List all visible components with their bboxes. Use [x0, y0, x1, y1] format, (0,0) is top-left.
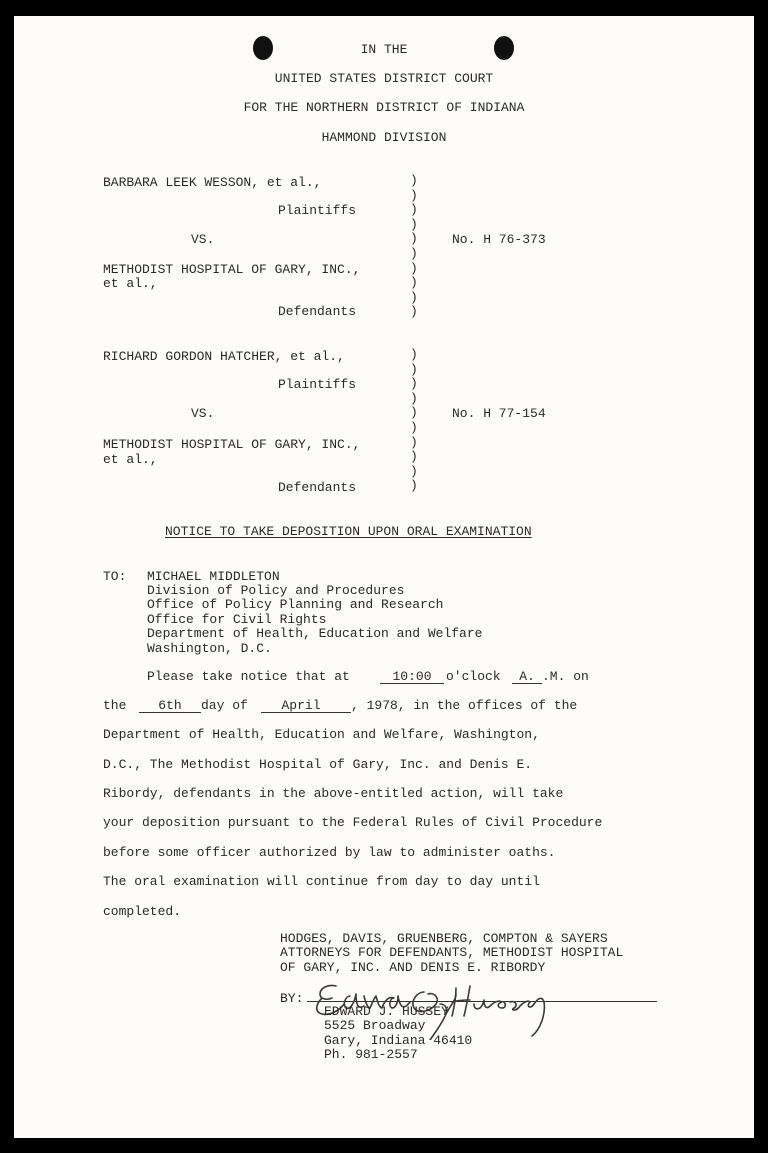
- body-text: completed.: [103, 904, 182, 919]
- day-value: 6th: [158, 698, 182, 713]
- caption-defendants-label: Defendants: [278, 480, 357, 495]
- attorney-phone: Ph. 981-2557: [324, 1047, 418, 1062]
- month-value: April: [281, 698, 321, 713]
- time-value: 10:00: [392, 669, 432, 684]
- case-number: No. H 76-373: [452, 232, 546, 247]
- body-text: before some officer authorized by law to administer oaths.: [103, 845, 556, 860]
- body-text: The oral examination will continue from day to day until: [103, 874, 540, 889]
- body-text: o'clock: [446, 669, 501, 684]
- addressee-line: Office for Civil Rights: [147, 612, 327, 627]
- to-label: TO:: [103, 569, 127, 584]
- body-text: Please take notice that at: [147, 669, 350, 684]
- addressee-line: Department of Health, Education and Welfare: [147, 626, 483, 641]
- attorney-role: ATTORNEYS FOR DEFENDANTS, METHODIST HOSPITAL: [280, 945, 624, 960]
- attorney-name: EDWARD J. HUSSEY: [324, 1004, 449, 1019]
- addressee-line: Office of Policy Planning and Research: [147, 597, 444, 612]
- caption-plaintiffs-label: Plaintiffs: [278, 203, 357, 218]
- header-district: FOR THE NORTHERN DISTRICT OF INDIANA: [243, 100, 525, 115]
- caption-plaintiff: RICHARD GORDON HATCHER, et al.,: [103, 349, 345, 364]
- body-text: .M. on: [542, 669, 589, 684]
- header-line-1: IN THE: [360, 42, 408, 57]
- header-division: HAMMOND DIVISION: [321, 130, 447, 145]
- caption-parentheses: ) ) ) ) ) ) ) ) ) ): [410, 173, 418, 320]
- caption-plaintiff: BARBARA LEEK WESSON, et al.,: [103, 175, 322, 190]
- case-number: No. H 77-154: [452, 406, 546, 421]
- caption-defendant: METHODIST HOSPITAL OF GARY, INC.,: [103, 437, 361, 452]
- caption-defendants-label: Defendants: [278, 304, 357, 319]
- addressee-name: MICHAEL MIDDLETON: [147, 569, 280, 584]
- body-text: your deposition pursuant to the Federal Rules of Civil Procedure: [103, 815, 603, 830]
- attorney-city: Gary, Indiana 46410: [324, 1033, 473, 1048]
- body-text: Department of Health, Education and Welfare, Washington,: [103, 727, 540, 742]
- notice-title: NOTICE TO TAKE DEPOSITION UPON ORAL EXAMINATION: [165, 524, 532, 539]
- caption-defendant-etal: et al.,: [103, 452, 158, 467]
- header-court: UNITED STATES DISTRICT COURT: [274, 71, 494, 86]
- body-text: , 1978, in the offices of the: [351, 698, 578, 713]
- addressee-line: Division of Policy and Procedures: [147, 583, 405, 598]
- ampm-value: A.: [519, 669, 535, 684]
- caption-defendant-etal: et al.,: [103, 276, 158, 291]
- body-text: day of: [201, 698, 248, 713]
- body-text: Ribordy, defendants in the above-entitled action, will take: [103, 786, 564, 801]
- addressee-line: Washington, D.C.: [147, 641, 272, 656]
- document-page: [14, 16, 754, 1138]
- law-firm: HODGES, DAVIS, GRUENBERG, COMPTON & SAYERS: [280, 931, 608, 946]
- caption-defendant: METHODIST HOSPITAL OF GARY, INC.,: [103, 262, 361, 277]
- caption-vs: VS.: [191, 406, 215, 421]
- attorney-address: 5525 Broadway: [324, 1018, 426, 1033]
- by-label: BY:: [280, 991, 304, 1006]
- caption-plaintiffs-label: Plaintiffs: [278, 377, 357, 392]
- attorney-role: OF GARY, INC. AND DENIS E. RIBORDY: [280, 960, 546, 975]
- caption-parentheses: ) ) ) ) ) ) ) ) ) ): [410, 347, 418, 494]
- caption-vs: VS.: [191, 232, 215, 247]
- body-text: D.C., The Methodist Hospital of Gary, Inc. and Denis E.: [103, 757, 533, 772]
- body-text: the: [103, 698, 127, 713]
